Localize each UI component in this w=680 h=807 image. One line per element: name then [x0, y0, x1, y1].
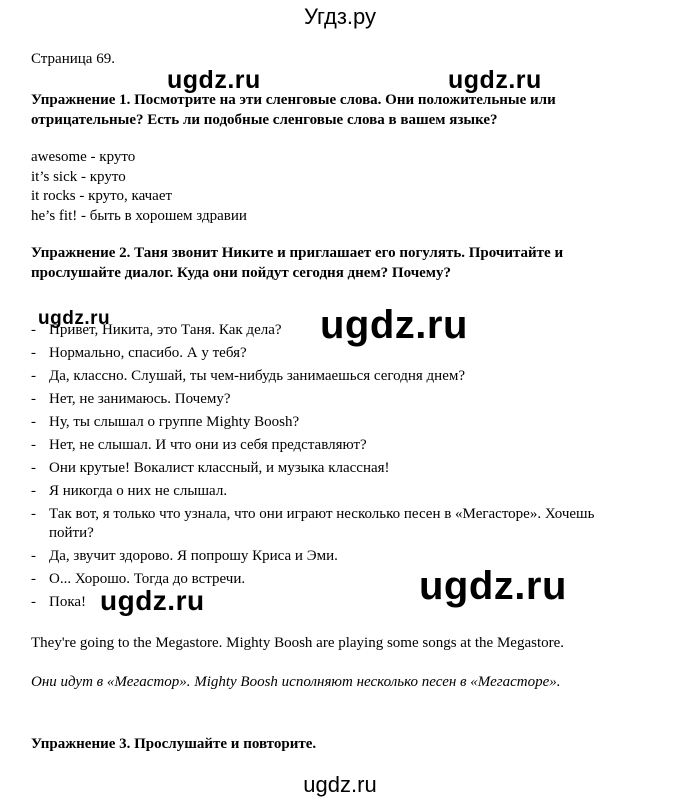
page-number: Страница 69. [31, 51, 115, 67]
exercise-2-heading: Упражнение 2. Таня звонит Никите и приглашает его погулять. Прочитайте и прослушайте диалог. Куда они пойдут сегодня днем? Почему? [31, 245, 564, 281]
slang-list [31, 148, 247, 226]
dialogue-text: Так вот, я только что узнала, что они играют несколько песен в «Мегасторе». Хочешь пойти? [49, 506, 595, 541]
dash: - [31, 571, 36, 587]
exercise-1-heading: Упражнение 1. Посмотрите на эти сленговые слова. Они положительные или отрицательные? Есть ли подобные сленговые слова в вашем языке? [31, 92, 556, 128]
site-footer: ugdz.ru [303, 772, 377, 797]
exercise-3-heading: Упражнение 3. Прослушайте и повторите. [31, 736, 317, 752]
slang-item: it rocks - круто, качает [31, 188, 173, 204]
watermark: ugdz.ru [38, 308, 111, 329]
watermark: ugdz.ru [100, 585, 205, 616]
dialogue-text: Ну, ты слышал о группе Mighty Boosh? [49, 414, 300, 430]
dialogue-line [31, 390, 631, 409]
dash: - [31, 322, 36, 338]
dialogue-text: О... Хорошо. Тогда до встречи. [49, 571, 246, 587]
watermark: ugdz.ru [448, 66, 542, 94]
answer-english: They're going to the Megastore. Mighty Boosh are playing some songs at the Megastore. [31, 635, 565, 651]
dialogue-line [31, 593, 631, 612]
dialogue-line [31, 459, 631, 478]
dialogue-line [31, 436, 631, 455]
dash: - [31, 414, 36, 430]
dash: - [31, 391, 36, 407]
answer-russian: Они идут в «Мегастор». Mighty Boosh исполняют несколько песен в «Мегасторе». [31, 674, 561, 690]
dialogue-line [31, 321, 631, 340]
dialogue-text: Нет, не занимаюсь. Почему? [49, 391, 231, 407]
dialogue-text: Да, звучит здорово. Я попрошу Криса и Эми. [49, 548, 338, 564]
dialogue-line [31, 505, 631, 543]
dialogue-line [31, 570, 631, 589]
dialogue-text: Нормально, спасибо. А у тебя? [49, 345, 247, 361]
dialogue-line [31, 367, 631, 386]
dialogue-line [31, 344, 631, 363]
dash: - [31, 345, 36, 361]
dialogue-text: Да, классно. Слушай, ты чем-нибудь занимаешься сегодня днем? [49, 368, 466, 384]
watermark: ugdz.ru [320, 303, 468, 347]
dialogue [31, 321, 631, 616]
dash: - [31, 594, 36, 610]
dialogue-line [31, 413, 631, 432]
dialogue-text: Привет, Никита, это Таня. Как дела? [49, 322, 282, 338]
dash: - [31, 506, 36, 522]
slang-item: it’s sick - круто [31, 168, 126, 185]
watermark: ugdz.ru [419, 564, 567, 608]
dialogue-line [31, 482, 631, 501]
watermark: ugdz.ru [167, 66, 261, 94]
dash: - [31, 548, 36, 564]
dialogue-text: Нет, не слышал. И что они из себя представляют? [49, 437, 367, 453]
dialogue-text: Я никогда о них не слышал. [49, 483, 228, 499]
dash: - [31, 437, 36, 453]
slang-item: awesome - круто [31, 149, 136, 165]
dialogue-text: Пока! [49, 594, 87, 610]
dash: - [31, 368, 36, 384]
dash: - [31, 460, 36, 476]
dialogue-line [31, 547, 631, 566]
slang-item: he’s fit! - быть в хорошем здравии [31, 207, 247, 224]
dialogue-text: Они крутые! Вокалист классный, и музыка классная! [49, 460, 390, 476]
dash: - [31, 483, 36, 499]
site-title: Угдз.ру [303, 4, 377, 29]
